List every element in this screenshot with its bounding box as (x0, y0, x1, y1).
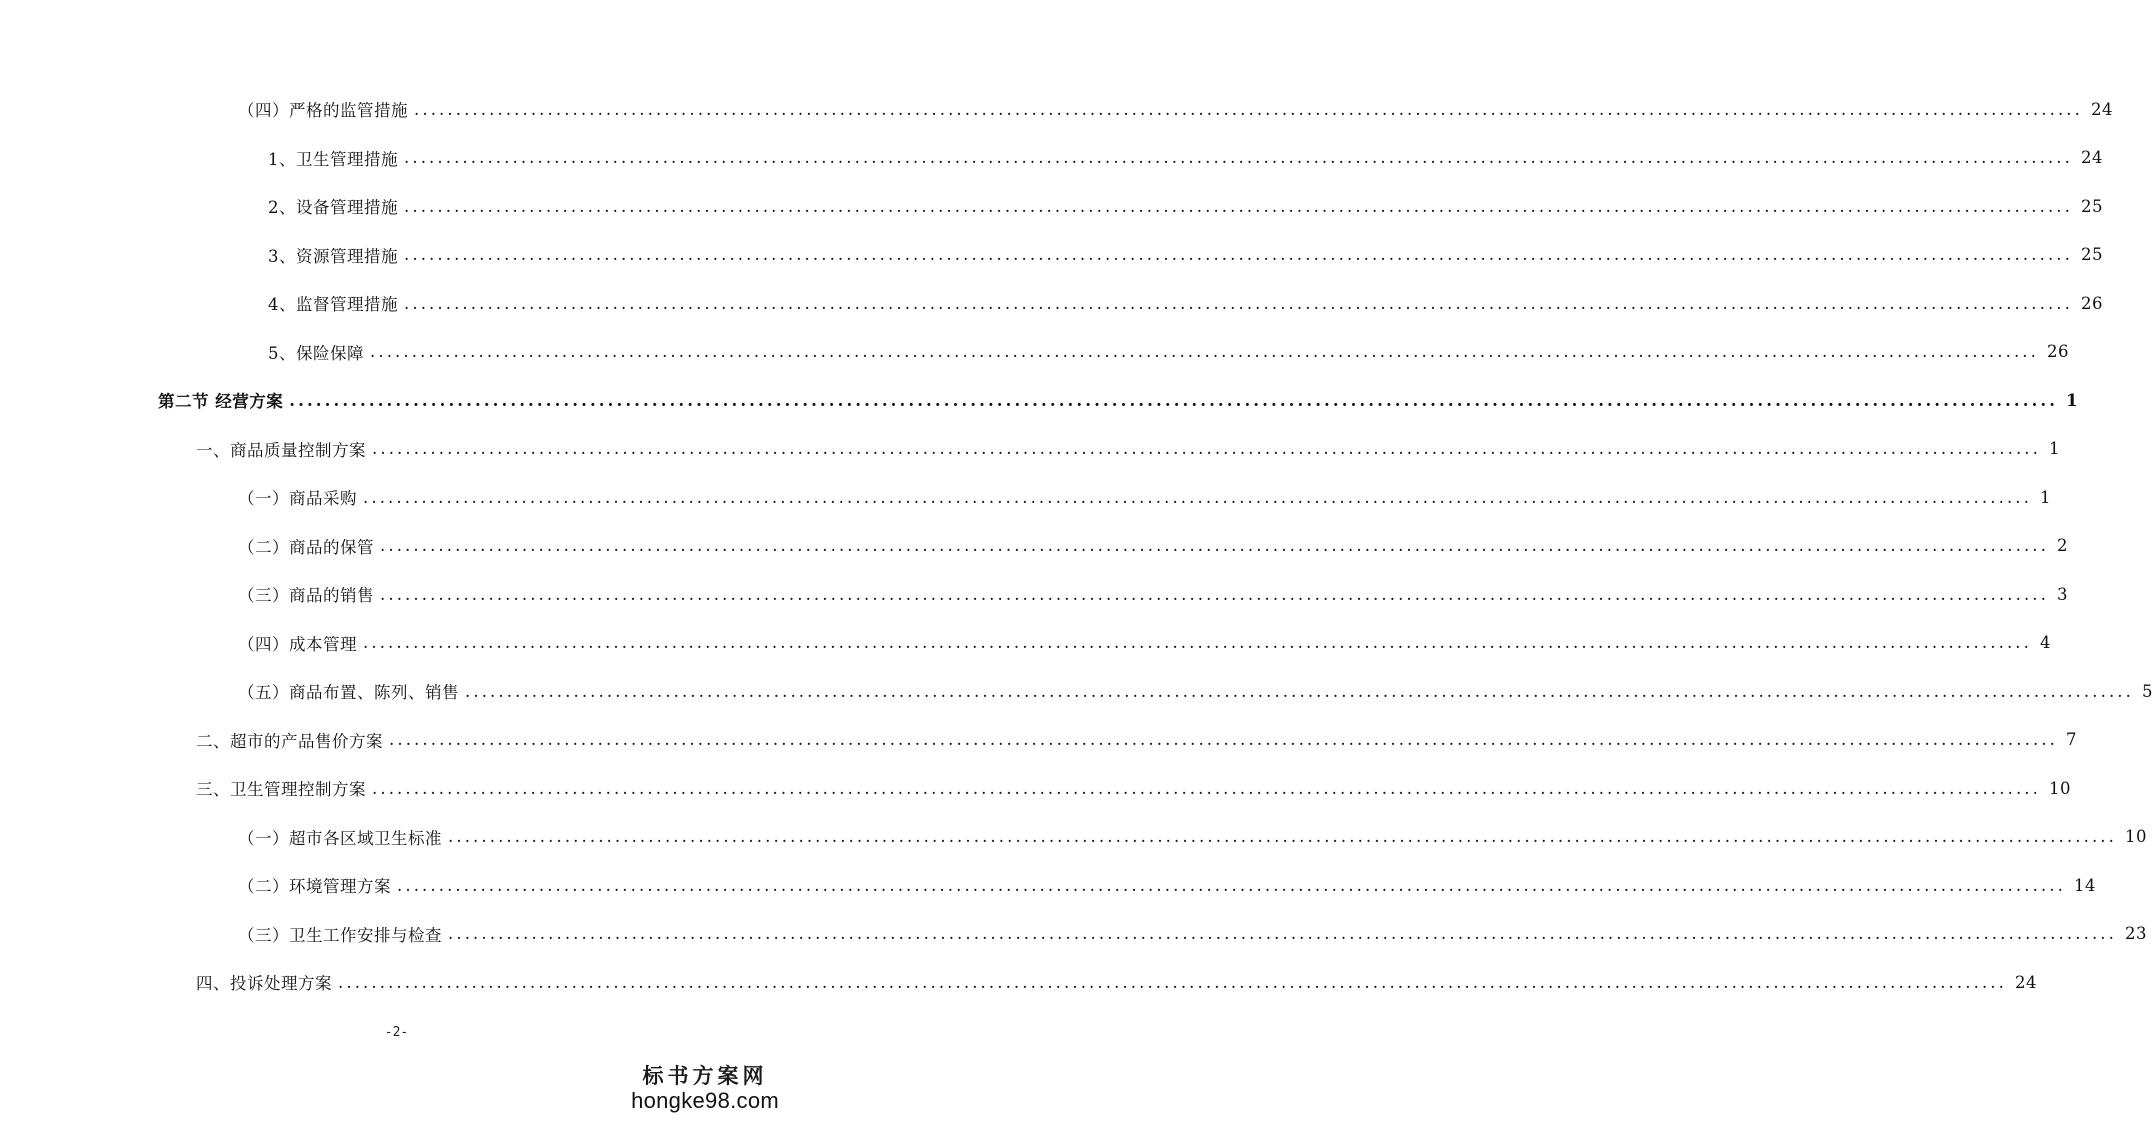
toc-entry-page: 10 (2048, 778, 2071, 798)
toc-entry-title: （二）商品的保管 (238, 537, 374, 557)
toc-entry[interactable] (0, 85, 2113, 134)
toc-entry[interactable] (0, 861, 2096, 910)
toc-dot-leader: ........................................................................................................................................................................................................ (397, 875, 2066, 895)
toc-entry-title: 4、监督管理措施 (268, 295, 398, 315)
toc-entry-page: 23 (2124, 924, 2147, 944)
toc-entry[interactable] (0, 522, 2068, 571)
toc-dot-leader: ........................................................................................................................................................................................................ (372, 439, 2041, 459)
toc-dot-leader: ........................................................................................................................................................................................................ (372, 778, 2041, 798)
toc-dot-leader: ........................................................................................................................................................................................................ (404, 293, 2073, 313)
toc-dot-leader: ........................................................................................................................................................................................................ (389, 730, 2058, 750)
toc-entry-title: （一）商品采购 (238, 489, 357, 509)
toc-entry-title: （五）商品布置、陈列、销售 (238, 683, 459, 703)
toc-dot-leader: ........................................................................................................................................................................................................ (370, 342, 2039, 362)
watermark-site-name: 标书方案网 (642, 1064, 768, 1088)
toc-entry-title: 5、保险保障 (268, 343, 364, 363)
toc-entry[interactable] (0, 134, 2103, 183)
toc-entry[interactable] (0, 473, 2051, 522)
toc-entry-page: 5 (2141, 681, 2153, 701)
toc-entry-title: 二、超市的产品售价方案 (196, 731, 383, 751)
toc-entry-page: 3 (2056, 584, 2068, 604)
toc-entry-title: 四、投诉处理方案 (196, 974, 332, 994)
toc-entry[interactable] (0, 958, 2037, 1007)
toc-entry-page: 4 (2039, 633, 2051, 653)
toc-entry-title: （四）成本管理 (238, 634, 357, 654)
toc-dot-leader: ........................................................................................................................................................................................................ (448, 924, 2117, 944)
toc-dot-leader: ........................................................................................................................................................................................................ (289, 390, 2059, 410)
toc-entry-title: 2、设备管理措施 (268, 198, 398, 218)
table-of-contents (0, 85, 2153, 1007)
page-number: -2- (384, 1025, 409, 1040)
toc-dot-leader: ........................................................................................................................................................................................................ (448, 827, 2117, 847)
toc-entry[interactable] (0, 667, 2153, 716)
toc-entry-title: 1、卫生管理措施 (268, 149, 398, 169)
toc-entry-page: 2 (2056, 536, 2068, 556)
toc-entry-title: 三、卫生管理控制方案 (196, 780, 366, 800)
toc-entry-page: 7 (2065, 730, 2077, 750)
toc-entry-page: 1 (2048, 439, 2060, 459)
toc-dot-leader: ........................................................................................................................................................................................................ (404, 245, 2073, 265)
toc-entry-page: 10 (2124, 827, 2147, 847)
toc-entry[interactable] (0, 570, 2068, 619)
toc-dot-leader: ........................................................................................................................................................................................................ (380, 536, 2049, 556)
toc-entry-title: 3、资源管理措施 (268, 246, 398, 266)
toc-entry[interactable] (0, 328, 2069, 377)
toc-entry-title: 一、商品质量控制方案 (196, 440, 366, 460)
toc-entry-page: 24 (2014, 972, 2037, 992)
toc-section-entry[interactable] (0, 376, 2079, 425)
toc-entry-title: 第二节 经营方案 (158, 392, 284, 412)
toc-dot-leader: ........................................................................................................................................................................................................ (363, 487, 2032, 507)
toc-dot-leader: ........................................................................................................................................................................................................ (363, 633, 2032, 653)
toc-dot-leader: ........................................................................................................................................................................................................ (338, 972, 2007, 992)
toc-entry-title: （二）环境管理方案 (238, 877, 391, 897)
toc-entry[interactable] (0, 182, 2103, 231)
toc-entry[interactable] (0, 813, 2147, 862)
watermark-logo (631, 1060, 779, 1114)
toc-entry-page: 24 (2090, 99, 2113, 119)
toc-entry-title: （三）卫生工作安排与检查 (238, 925, 442, 945)
toc-entry-title: （三）商品的销售 (238, 586, 374, 606)
toc-entry-page: 24 (2080, 148, 2103, 168)
toc-dot-leader: ........................................................................................................................................................................................................ (465, 681, 2134, 701)
toc-entry-page: 1 (2039, 487, 2051, 507)
toc-entry-page: 26 (2046, 342, 2069, 362)
toc-entry[interactable] (0, 764, 2071, 813)
toc-dot-leader: ........................................................................................................................................................................................................ (404, 196, 2073, 216)
toc-entry-page: 25 (2080, 245, 2103, 265)
toc-entry-page: 26 (2080, 293, 2103, 313)
toc-entry[interactable] (0, 231, 2103, 280)
toc-entry[interactable] (0, 619, 2051, 668)
toc-entry[interactable] (0, 716, 2077, 765)
toc-entry[interactable] (0, 910, 2147, 959)
toc-entry-title: （四）严格的监管措施 (238, 101, 408, 121)
toc-entry[interactable] (0, 279, 2103, 328)
toc-entry-page: 14 (2073, 875, 2096, 895)
watermark-site-url: hongke98.com (631, 1088, 779, 1113)
toc-dot-leader: ........................................................................................................................................................................................................ (414, 99, 2083, 119)
toc-dot-leader: ........................................................................................................................................................................................................ (380, 584, 2049, 604)
toc-entry-page: 1 (2066, 390, 2079, 410)
toc-entry[interactable] (0, 425, 2060, 474)
toc-dot-leader: ........................................................................................................................................................................................................ (404, 148, 2073, 168)
toc-entry-page: 25 (2080, 196, 2103, 216)
toc-entry-title: （一）超市各区域卫生标准 (238, 828, 442, 848)
